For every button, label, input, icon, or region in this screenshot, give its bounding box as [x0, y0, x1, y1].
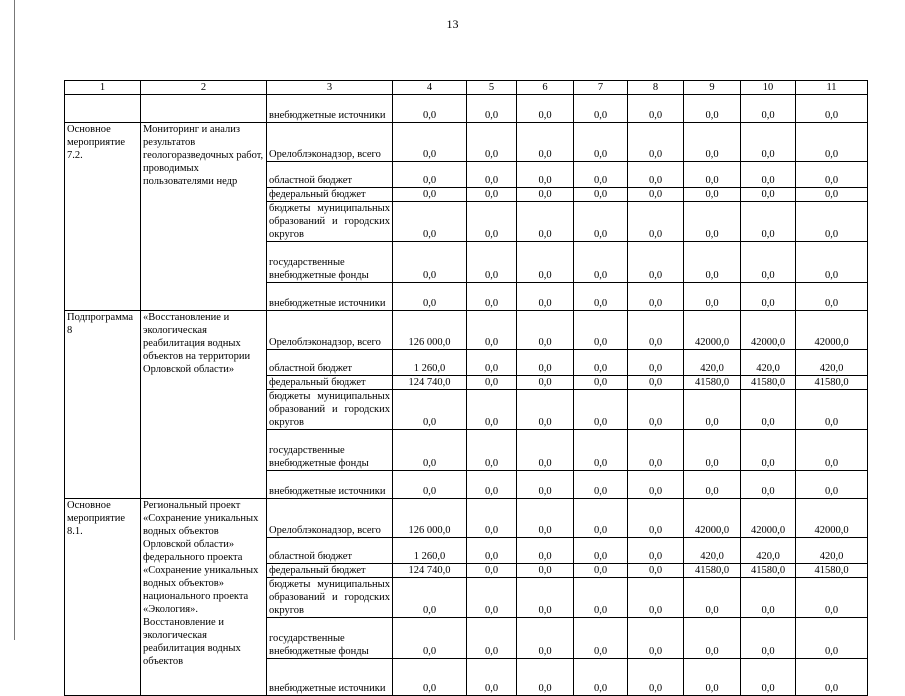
value-cell: 0,0 — [628, 123, 684, 162]
value-cell: 126 000,0 — [393, 499, 467, 538]
header-cell: 4 — [393, 81, 467, 95]
value-cell: 1 260,0 — [393, 538, 467, 564]
header-cell: 2 — [141, 81, 267, 95]
source-cell: областной бюджет — [267, 538, 393, 564]
value-cell: 42000,0 — [741, 311, 796, 350]
value-cell: 0,0 — [393, 283, 467, 311]
value-cell: 0,0 — [574, 564, 628, 578]
value-cell: 0,0 — [467, 659, 517, 696]
source-cell: внебюджетные источники — [267, 659, 393, 696]
value-cell: 0,0 — [684, 283, 741, 311]
empty-cell — [65, 95, 141, 123]
source-cell: Орелоблэконадзор, всего — [267, 499, 393, 538]
value-cell: 0,0 — [393, 202, 467, 242]
value-cell: 0,0 — [628, 578, 684, 618]
header-row — [65, 81, 868, 95]
value-cell: 420,0 — [684, 350, 741, 376]
value-cell: 0,0 — [628, 283, 684, 311]
value-cell: 0,0 — [467, 376, 517, 390]
value-cell: 0,0 — [393, 95, 467, 123]
value-cell: 0,0 — [393, 188, 467, 202]
value-cell: 0,0 — [517, 350, 574, 376]
value-cell: 0,0 — [684, 188, 741, 202]
measure-type-cell: Основное мероприятие 7.2. — [65, 123, 141, 311]
value-cell: 0,0 — [517, 390, 574, 430]
value-cell: 0,0 — [628, 564, 684, 578]
value-cell: 0,0 — [574, 350, 628, 376]
value-cell: 0,0 — [467, 123, 517, 162]
value-cell: 0,0 — [574, 538, 628, 564]
value-cell: 0,0 — [684, 618, 741, 659]
value-cell: 0,0 — [517, 202, 574, 242]
value-cell: 42000,0 — [796, 499, 868, 538]
source-cell: внебюджетные источники — [267, 283, 393, 311]
table-row — [65, 123, 868, 162]
value-cell: 0,0 — [393, 242, 467, 283]
value-cell: 420,0 — [741, 350, 796, 376]
value-cell: 0,0 — [684, 95, 741, 123]
table-row — [65, 499, 868, 538]
value-cell: 0,0 — [796, 618, 868, 659]
value-cell: 0,0 — [741, 283, 796, 311]
source-cell: федеральный бюджет — [267, 188, 393, 202]
source-cell: государственные внебюджетные фонды — [267, 618, 393, 659]
source-cell: государственные внебюджетные фонды — [267, 430, 393, 471]
value-cell: 0,0 — [517, 188, 574, 202]
value-cell: 41580,0 — [796, 376, 868, 390]
value-cell: 0,0 — [574, 202, 628, 242]
value-cell: 0,0 — [684, 202, 741, 242]
value-cell: 0,0 — [517, 499, 574, 538]
value-cell: 124 740,0 — [393, 376, 467, 390]
source-cell: Орелоблэконадзор, всего — [267, 311, 393, 350]
value-cell: 0,0 — [517, 618, 574, 659]
header-cell: 10 — [741, 81, 796, 95]
value-cell: 0,0 — [684, 471, 741, 499]
value-cell: 0,0 — [796, 471, 868, 499]
value-cell: 0,0 — [796, 283, 868, 311]
header-cell: 8 — [628, 81, 684, 95]
value-cell: 0,0 — [796, 659, 868, 696]
value-cell: 0,0 — [628, 188, 684, 202]
value-cell: 0,0 — [393, 618, 467, 659]
value-cell: 0,0 — [741, 123, 796, 162]
source-cell: бюджеты муниципальных образований и городских округов — [267, 578, 393, 618]
value-cell: 0,0 — [574, 188, 628, 202]
value-cell: 0,0 — [574, 499, 628, 538]
value-cell: 0,0 — [741, 430, 796, 471]
value-cell: 0,0 — [574, 471, 628, 499]
value-cell: 0,0 — [628, 659, 684, 696]
value-cell: 0,0 — [628, 242, 684, 283]
value-cell: 0,0 — [574, 311, 628, 350]
empty-cell — [141, 95, 267, 123]
value-cell: 0,0 — [467, 311, 517, 350]
value-cell: 0,0 — [741, 202, 796, 242]
value-cell: 0,0 — [628, 471, 684, 499]
value-cell: 0,0 — [467, 538, 517, 564]
source-cell: областной бюджет — [267, 350, 393, 376]
value-cell: 41580,0 — [741, 564, 796, 578]
value-cell: 0,0 — [684, 659, 741, 696]
value-cell: 0,0 — [741, 618, 796, 659]
value-cell: 0,0 — [517, 162, 574, 188]
value-cell: 0,0 — [741, 188, 796, 202]
value-cell: 0,0 — [393, 430, 467, 471]
value-cell: 126 000,0 — [393, 311, 467, 350]
header-cell: 6 — [517, 81, 574, 95]
value-cell: 42000,0 — [796, 311, 868, 350]
value-cell: 420,0 — [684, 538, 741, 564]
value-cell: 0,0 — [393, 578, 467, 618]
value-cell: 0,0 — [393, 123, 467, 162]
value-cell: 0,0 — [467, 283, 517, 311]
value-cell: 0,0 — [517, 430, 574, 471]
value-cell: 0,0 — [741, 390, 796, 430]
value-cell: 41580,0 — [741, 376, 796, 390]
value-cell: 1 260,0 — [393, 350, 467, 376]
source-cell: государственные внебюджетные фонды — [267, 242, 393, 283]
header-cell: 9 — [684, 81, 741, 95]
value-cell: 0,0 — [517, 659, 574, 696]
value-cell: 0,0 — [684, 430, 741, 471]
source-cell: Орелоблэконадзор, всего — [267, 123, 393, 162]
value-cell: 41580,0 — [684, 376, 741, 390]
value-cell: 420,0 — [796, 350, 868, 376]
value-cell: 0,0 — [393, 659, 467, 696]
value-cell: 0,0 — [467, 499, 517, 538]
value-cell: 0,0 — [684, 578, 741, 618]
value-cell: 0,0 — [574, 390, 628, 430]
value-cell: 0,0 — [574, 123, 628, 162]
value-cell: 0,0 — [628, 311, 684, 350]
value-cell: 0,0 — [574, 430, 628, 471]
value-cell: 0,0 — [741, 578, 796, 618]
value-cell: 0,0 — [628, 390, 684, 430]
page-left-edge — [14, 0, 15, 640]
value-cell: 0,0 — [467, 564, 517, 578]
value-cell: 0,0 — [741, 471, 796, 499]
value-cell: 0,0 — [517, 283, 574, 311]
measure-type-cell: Подпрограмма 8 — [65, 311, 141, 499]
value-cell: 0,0 — [517, 95, 574, 123]
value-cell: 0,0 — [574, 376, 628, 390]
value-cell: 0,0 — [517, 538, 574, 564]
value-cell: 420,0 — [796, 538, 868, 564]
value-cell: 0,0 — [467, 430, 517, 471]
value-cell: 0,0 — [684, 390, 741, 430]
value-cell: 0,0 — [628, 162, 684, 188]
value-cell: 0,0 — [467, 202, 517, 242]
value-cell: 42000,0 — [684, 311, 741, 350]
value-cell: 0,0 — [467, 95, 517, 123]
value-cell: 0,0 — [796, 430, 868, 471]
value-cell: 0,0 — [517, 471, 574, 499]
value-cell: 0,0 — [628, 618, 684, 659]
value-cell: 42000,0 — [684, 499, 741, 538]
measure-name-cell: Региональный проект «Сохранение уникальных водных объектов Орловской области» федерального проекта «Сохранение уникальных водных объектов» национального проекта «Экология». Восстановление и экологическая реабилитация водных объектов — [141, 499, 267, 696]
value-cell: 0,0 — [393, 390, 467, 430]
value-cell: 0,0 — [796, 202, 868, 242]
value-cell: 0,0 — [517, 123, 574, 162]
value-cell: 0,0 — [517, 376, 574, 390]
value-cell: 0,0 — [796, 242, 868, 283]
page-number: 13 — [446, 17, 459, 31]
value-cell: 0,0 — [467, 350, 517, 376]
value-cell: 124 740,0 — [393, 564, 467, 578]
value-cell: 0,0 — [796, 95, 868, 123]
value-cell: 0,0 — [393, 162, 467, 188]
header-cell: 5 — [467, 81, 517, 95]
value-cell: 41580,0 — [684, 564, 741, 578]
value-cell: 0,0 — [628, 202, 684, 242]
value-cell: 0,0 — [628, 350, 684, 376]
measure-name-cell: Мониторинг и анализ результатов геологоразведочных работ, проводимых пользователями недр — [141, 123, 267, 311]
source-cell: областной бюджет — [267, 162, 393, 188]
value-cell: 0,0 — [741, 162, 796, 188]
value-cell: 0,0 — [628, 95, 684, 123]
value-cell: 0,0 — [517, 578, 574, 618]
value-cell: 0,0 — [796, 390, 868, 430]
value-cell: 0,0 — [574, 95, 628, 123]
header-cell: 11 — [796, 81, 868, 95]
value-cell: 0,0 — [467, 471, 517, 499]
value-cell: 0,0 — [517, 564, 574, 578]
measure-name-cell: «Восстановление и экологическая реабилитация водных объектов на территории Орловской области» — [141, 311, 267, 499]
value-cell: 0,0 — [741, 659, 796, 696]
value-cell: 0,0 — [741, 242, 796, 283]
source-cell: внебюджетные источники — [267, 471, 393, 499]
value-cell: 0,0 — [467, 242, 517, 283]
value-cell: 0,0 — [467, 390, 517, 430]
value-cell: 0,0 — [574, 618, 628, 659]
value-cell: 0,0 — [574, 162, 628, 188]
value-cell: 0,0 — [684, 242, 741, 283]
value-cell: 0,0 — [467, 188, 517, 202]
value-cell: 0,0 — [574, 659, 628, 696]
value-cell: 0,0 — [796, 188, 868, 202]
value-cell: 41580,0 — [796, 564, 868, 578]
value-cell: 0,0 — [467, 162, 517, 188]
value-cell: 0,0 — [796, 123, 868, 162]
value-cell: 0,0 — [796, 162, 868, 188]
source-cell: федеральный бюджет — [267, 564, 393, 578]
value-cell: 420,0 — [741, 538, 796, 564]
budget-table — [64, 80, 868, 696]
value-cell: 42000,0 — [741, 499, 796, 538]
value-cell: 0,0 — [574, 242, 628, 283]
value-cell: 0,0 — [628, 430, 684, 471]
value-cell: 0,0 — [574, 283, 628, 311]
value-cell: 0,0 — [628, 376, 684, 390]
value-cell: 0,0 — [796, 578, 868, 618]
source-cell: внебюджетные источники — [267, 95, 393, 123]
value-cell: 0,0 — [517, 311, 574, 350]
table-row — [65, 311, 868, 350]
source-cell: бюджеты муниципальных образований и городских округов — [267, 390, 393, 430]
measure-type-cell: Основное мероприятие 8.1. — [65, 499, 141, 696]
header-cell: 1 — [65, 81, 141, 95]
source-cell: бюджеты муниципальных образований и городских округов — [267, 202, 393, 242]
value-cell: 0,0 — [467, 578, 517, 618]
value-cell: 0,0 — [628, 538, 684, 564]
value-cell: 0,0 — [393, 471, 467, 499]
header-cell: 7 — [574, 81, 628, 95]
value-cell: 0,0 — [741, 95, 796, 123]
header-cell: 3 — [267, 81, 393, 95]
value-cell: 0,0 — [574, 578, 628, 618]
value-cell: 0,0 — [628, 499, 684, 538]
value-cell: 0,0 — [467, 618, 517, 659]
value-cell: 0,0 — [684, 123, 741, 162]
source-cell: федеральный бюджет — [267, 376, 393, 390]
table-row — [65, 95, 868, 123]
value-cell: 0,0 — [684, 162, 741, 188]
value-cell: 0,0 — [517, 242, 574, 283]
